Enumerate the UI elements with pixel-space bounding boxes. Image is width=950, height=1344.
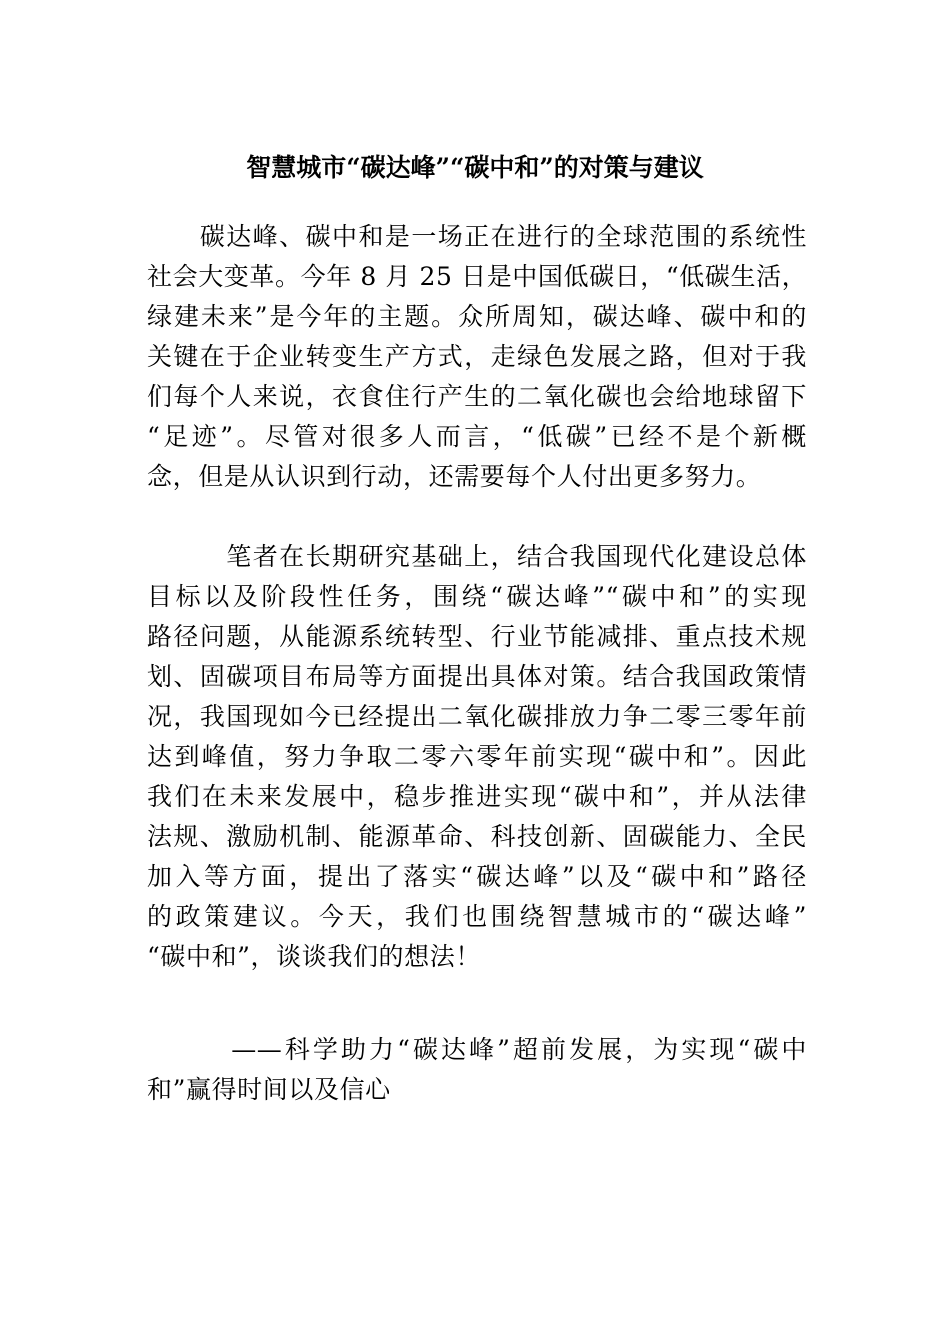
text-line: 划、固碳项目布局等方面提出具体对策。结合我国政策情 xyxy=(147,662,807,691)
text-line: “碳中和”，谈谈我们的想法！ xyxy=(147,942,481,971)
document-title: 智慧城市“碳达峰”“碳中和”的对策与建议 xyxy=(246,153,704,182)
text-line: 碳达峰、碳中和是一场正在进行的全球范围的系统性 xyxy=(147,222,807,251)
text-line: 绿建未来”是今年的主题。众所周知，碳达峰、碳中和的 xyxy=(147,302,807,331)
paragraph-intro xyxy=(147,217,807,497)
text-line: 关键在于企业转变生产方式，走绿色发展之路，但对于我 xyxy=(147,342,807,371)
text-line: ——科学助力“碳达峰”超前发展，为实现“碳中 xyxy=(147,1035,807,1064)
text-line: 我们在未来发展中，稳步推进实现“碳中和”，并从法律 xyxy=(147,782,807,811)
text-line: 法规、激励机制、能源革命、科技创新、固碳能力、全民 xyxy=(147,822,807,851)
paragraph-research xyxy=(147,537,807,977)
text-line: 达到峰值，努力争取二零六零年前实现“碳中和”。因此 xyxy=(147,742,807,771)
text-line: 笔者在长期研究基础上，结合我国现代化建设总体 xyxy=(147,542,807,571)
text-line: 的政策建议。今天，我们也围绕智慧城市的“碳达峰” xyxy=(147,902,807,931)
text-line: 们每个人来说，衣食住行产生的二氧化碳也会给地球留下 xyxy=(147,382,807,411)
text-line: 加入等方面，提出了落实“碳达峰”以及“碳中和”路径 xyxy=(147,862,807,891)
text-line: 况，我国现如今已经提出二氧化碳排放力争二零三零年前 xyxy=(147,702,807,731)
text-line: 社会大变革。今年 8 月 25 日是中国低碳日，“低碳生活， xyxy=(147,262,808,291)
text-line: 和”赢得时间以及信心 xyxy=(147,1075,391,1104)
text-line: 目标以及阶段性任务，围绕“碳达峰”“碳中和”的实现 xyxy=(147,582,807,611)
paragraph-subheading xyxy=(147,1030,807,1110)
text-line: “足迹”。尽管对很多人而言，“低碳”已经不是个新概 xyxy=(147,422,807,451)
text-line: 念，但是从认识到行动，还需要每个人付出更多努力。 xyxy=(147,462,762,491)
text-line: 路径问题，从能源系统转型、行业节能减排、重点技术规 xyxy=(147,622,807,651)
